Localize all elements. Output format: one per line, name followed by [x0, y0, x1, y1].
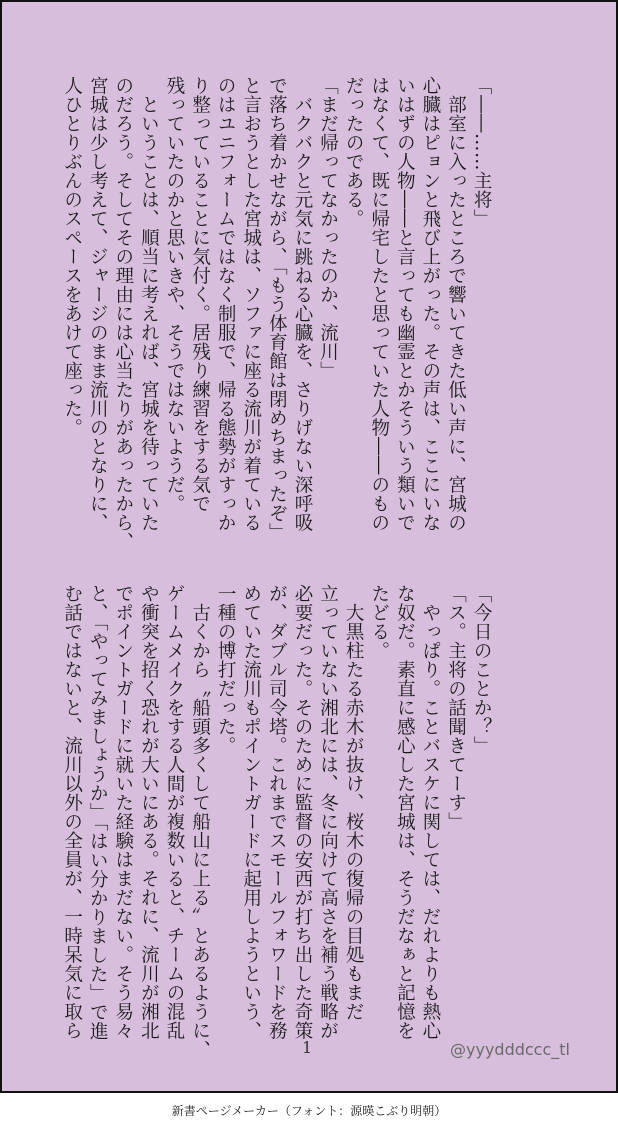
- text-line: 残っていたのかと思いきや、そうではないようだ。: [163, 76, 185, 513]
- page-number: 1: [302, 1038, 313, 1057]
- text-line: 「ス。主将の話聞きてーす」: [445, 584, 467, 831]
- text-line: り整っていることに気付く。居残り練習をする気で: [189, 76, 211, 513]
- text-line: 古くから〝船頭多くして船山に上る〟とあるように、: [189, 584, 211, 1059]
- text-line: や衝突を招く恐れが大いにある。それに、流川が湘北: [138, 584, 160, 1040]
- text-line: が、ダブル司令塔。これまでスモールフォワードを務: [266, 584, 288, 1040]
- text-line: 「今日のことか？」: [471, 584, 493, 755]
- text-line: やっぱり。ことバスケに関しては、だれよりも熱心: [419, 584, 441, 1040]
- text-line: たどる。: [368, 584, 390, 660]
- text-line: む話ではないと、流川以外の全員が、一時呆気に取ら: [61, 584, 83, 1040]
- text-line: はなくて、既に帰宅したと思っていた人物――のもの: [368, 76, 390, 532]
- text-line: 部室に入ったところで響いてきた低い声に、宮城の: [445, 76, 467, 532]
- text-line: 「まだ帰ってなかったのか、流川」: [317, 76, 339, 380]
- text-block-bottom: [59, 584, 494, 1059]
- text-line: ゲームメイクをする人間が複数いると、チームの混乱: [163, 584, 185, 1040]
- text-line: な奴だ。素直に感心した宮城は、そうだなぁと記憶を: [394, 584, 416, 1040]
- text-line: で落ち着かせながら、「もう体育館は閉めちまったぞ」: [266, 76, 288, 542]
- footer-credit: 新書ページメーカー（フォント：源暎こぶり明朝）: [171, 1104, 447, 1118]
- text-line: 大黒柱たる赤木が抜け、桜木の復帰の目処もまだ: [343, 584, 365, 1021]
- text-line: のはユニフォームではなく制服で、帰る態勢がすっか: [215, 76, 237, 532]
- text-line: いはずの人物――と言っても幽霊とかそういう類いで: [394, 76, 416, 532]
- author-handle: @yyydddccc_tl: [450, 1040, 570, 1059]
- text-line: と、「やってみましょうか」「はい分かりました」で進: [87, 584, 109, 1041]
- text-line: 人ひとりぶんのスペースをあけて座った。: [61, 76, 83, 437]
- text-line: 立っていない湘北には、冬に向けて高さを補う戦略が: [317, 584, 339, 1040]
- text-line: 必要だった。そのために監督の安西が打ち出した奇策: [291, 584, 313, 1040]
- text-line: 「――……主将」: [471, 76, 493, 228]
- text-line: でポイントガードに就いた経験はまだない。そう易々: [112, 584, 134, 1040]
- text-line: 心臓はピョンと飛び上がった。その声は、ここにいな: [419, 76, 441, 532]
- text-line: だったのである。: [343, 76, 365, 228]
- text-line: と言おうとした宮城は、ソファに座る流川が着ている: [240, 76, 262, 532]
- text-line: めていた流川もポイントガードに起用しようという、: [240, 584, 262, 1040]
- text-line: 一種の博打だった。: [215, 584, 237, 755]
- text-line: ということは、順当に考えれば、宮城を待っていた: [138, 76, 160, 532]
- text-line: 宮城は少し考えて、ジャージのまま流川のとなりに、: [87, 76, 109, 532]
- text-line: のだろう。そしてその理由には心当たりがあったから、: [112, 76, 134, 551]
- text-block-top: [59, 76, 494, 551]
- text-line: バクバクと元気に跳ねる心臓を、さりげない深呼吸: [291, 76, 313, 532]
